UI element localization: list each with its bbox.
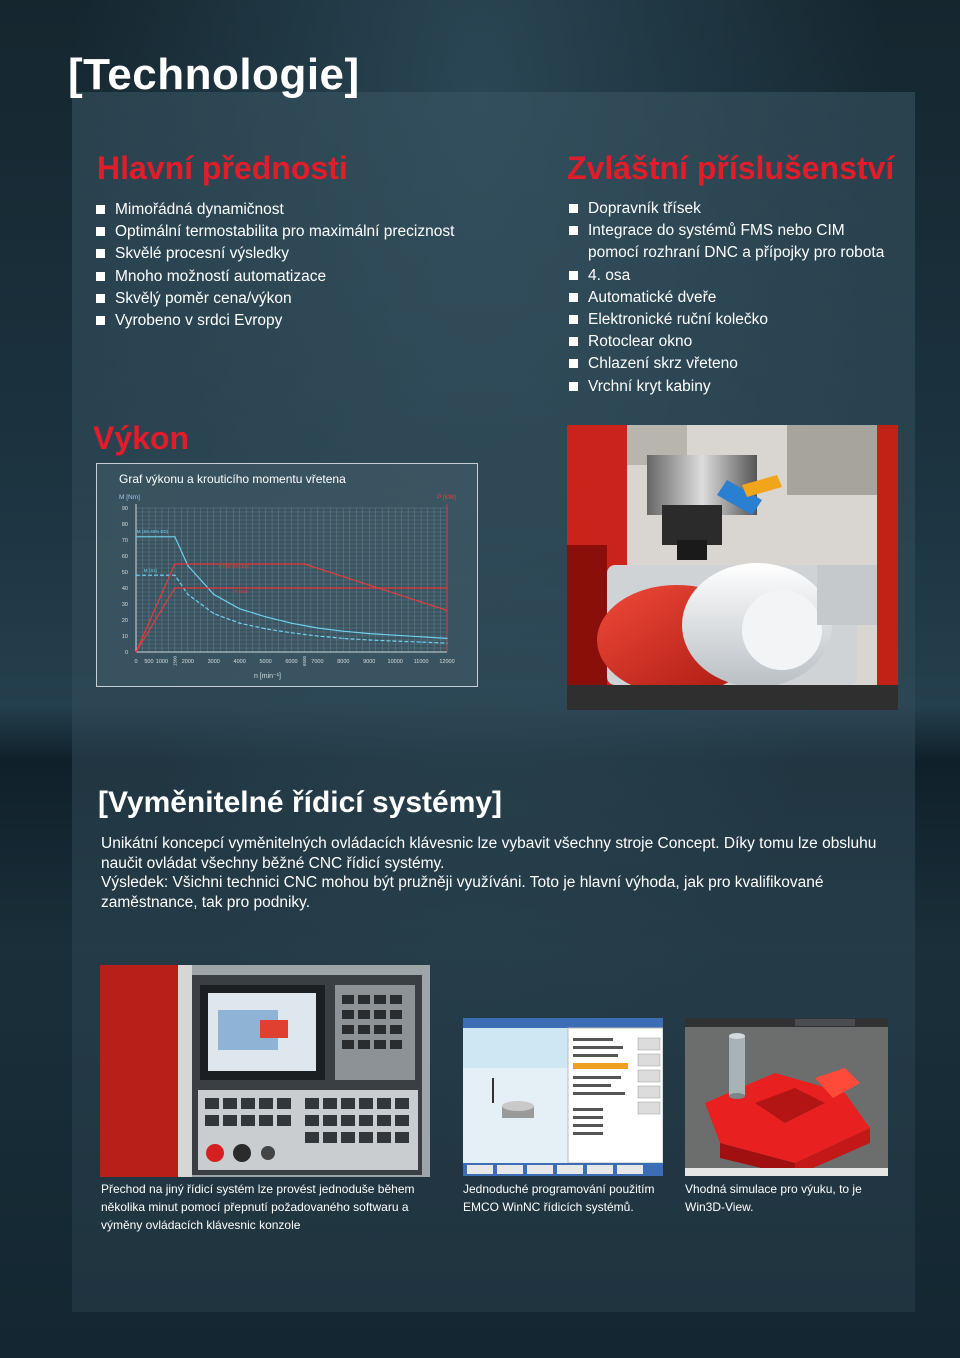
data-point: [239, 623, 240, 624]
data-point: [304, 563, 305, 564]
x-tick-label: 1000: [155, 659, 169, 665]
y-tick-label: 60: [121, 554, 128, 560]
x-tick-label: 2000: [181, 659, 194, 665]
data-point: [135, 651, 136, 652]
series-label: M (S6-40% ED): [136, 528, 169, 534]
x-tick-label-vertical: 1500: [172, 656, 178, 667]
series-label: P (S1): [234, 589, 248, 594]
x-tick-label: 10000: [387, 659, 403, 665]
list-item: Chlazení skrz vřeteno: [569, 353, 909, 375]
winnc-screenshot: [463, 1018, 663, 1176]
list-item: Mnoho možností automatizace: [96, 266, 516, 288]
data-point: [161, 575, 162, 576]
list-item: Integrace do systémů FMS nebo CIM: [569, 220, 909, 242]
data-point: [174, 587, 175, 588]
data-point: [420, 636, 421, 637]
list-item: Mimořádná dynamičnost: [96, 199, 516, 221]
machine-photo: [567, 425, 898, 710]
performance-chart: [96, 463, 478, 687]
y-tick-label: 10: [121, 634, 128, 640]
data-point: [291, 632, 292, 633]
x-tick-label-vertical: 6500: [301, 656, 307, 667]
data-point: [291, 623, 292, 624]
list-item: 4. osa: [569, 265, 909, 287]
data-point: [343, 638, 344, 639]
data-point: [369, 639, 370, 640]
data-point: [239, 608, 240, 609]
data-point: [187, 594, 188, 595]
y-tick-label: 50: [121, 570, 128, 576]
data-point: [174, 563, 175, 564]
y-axis-title: M [Nm]: [119, 494, 140, 501]
data-point: [135, 536, 136, 537]
list-item: Dopravník třísek: [569, 198, 909, 220]
data-point: [317, 635, 318, 636]
y-tick-label: 40: [121, 586, 128, 592]
list-item: Vyrobeno v srdci Evropy: [96, 310, 516, 332]
data-point: [174, 575, 175, 576]
chart-svg: [97, 464, 477, 686]
data-point: [161, 536, 162, 537]
performance-heading: Výkon: [93, 420, 190, 456]
data-point: [446, 642, 447, 643]
data-point: [135, 575, 136, 576]
caption-win3d: Vhodná simulace pro výuku, to je Win3D-View.: [685, 1182, 862, 1214]
advantages-heading: Hlavní přednosti: [97, 150, 348, 186]
data-point: [174, 536, 175, 537]
list-item: pomocí rozhraní DNC a přípojky pro robota: [588, 244, 885, 262]
data-point: [446, 638, 447, 639]
data-point: [420, 641, 421, 642]
x-tick-label: 500: [144, 659, 154, 665]
data-point: [213, 594, 214, 595]
data-point: [265, 628, 266, 629]
data-point: [213, 613, 214, 614]
data-point: [446, 587, 447, 588]
data-point: [187, 565, 188, 566]
data-point: [446, 610, 447, 611]
x-tick-label: 0: [134, 659, 138, 665]
list-item: Elektronické ruční kolečko: [569, 309, 909, 331]
x-tick-label: 6000: [285, 659, 298, 665]
y-tick-label: 20: [121, 618, 128, 624]
x-tick-label: 8000: [337, 659, 350, 665]
list-item: Skvělé procesní výsledky: [96, 243, 516, 265]
x-tick-label: 7000: [311, 659, 324, 665]
series-label: P (S6-40% ED): [218, 564, 250, 569]
list-item: Rotoclear okno: [569, 331, 909, 353]
x-tick-label: 9000: [363, 659, 376, 665]
page-title: [Technologie]: [68, 50, 360, 99]
caption-winnc: Jednoduché programování použitím EMCO WinNC řídicích systémů.: [463, 1182, 655, 1214]
x-tick-label: 11000: [413, 659, 429, 665]
controls-paragraph-1: Unikátní koncepcí vyměnitelných ovládacích klávesnic lze vybavit všechny stroje Concept. Díky tomu lze obsluhu naučit ovládat všechny běžné CNC řídicí systémy.: [101, 835, 877, 872]
series-label: M (S1): [143, 568, 158, 574]
control-panel-photo: [100, 965, 430, 1177]
x-axis-title: n [min⁻¹]: [253, 673, 282, 680]
caption-control-panel: Přechod na jiný řídicí systém lze provést jednoduše během několika minut pomocí přepnutí požadovaného softwaru a výměny ovládacích klávesnic konzole: [101, 1182, 415, 1232]
y-tick-label: 30: [121, 602, 128, 608]
list-item: Automatické dveře: [569, 287, 909, 309]
chart-caption: Graf výkonu a krouticího momentu vřetena: [119, 472, 346, 486]
x-tick-label: 4000: [233, 659, 246, 665]
data-point: [343, 631, 344, 632]
accessories-heading: Zvláštní příslušenství: [567, 150, 895, 186]
controls-paragraph-2: Výsledek: Všichni technici CNC mohou být pružněji využíváni. Toto je hlavní výhoda, jak pro kvalifikované zaměstnance, tak pro podniky.: [101, 874, 824, 911]
controls-heading: [Vyměnitelné řídicí systémy]: [98, 786, 503, 819]
x-tick-label: 12000: [439, 659, 455, 665]
data-point: [369, 633, 370, 634]
x-tick-label: 3000: [207, 659, 220, 665]
data-point: [395, 635, 396, 636]
win3d-screenshot: [685, 1018, 888, 1176]
x-tick-label: 5000: [259, 659, 272, 665]
y-tick-label: 80: [121, 522, 128, 528]
list-item: Skvělý poměr cena/výkon: [96, 288, 516, 310]
y-tick-label: 90: [121, 506, 128, 512]
data-point: [317, 627, 318, 628]
data-point: [265, 616, 266, 617]
y-tick-label: 70: [121, 538, 128, 544]
advantages-list: [96, 199, 516, 332]
data-point: [395, 641, 396, 642]
list-item: Vrchní kryt kabiny: [569, 376, 909, 398]
y-axis-title-right: P [kW]: [436, 494, 456, 501]
list-item: Optimální termostabilita pro maximální preciznost: [96, 221, 516, 243]
y-tick-label: 0: [124, 650, 128, 656]
accessories-list: [569, 198, 909, 398]
